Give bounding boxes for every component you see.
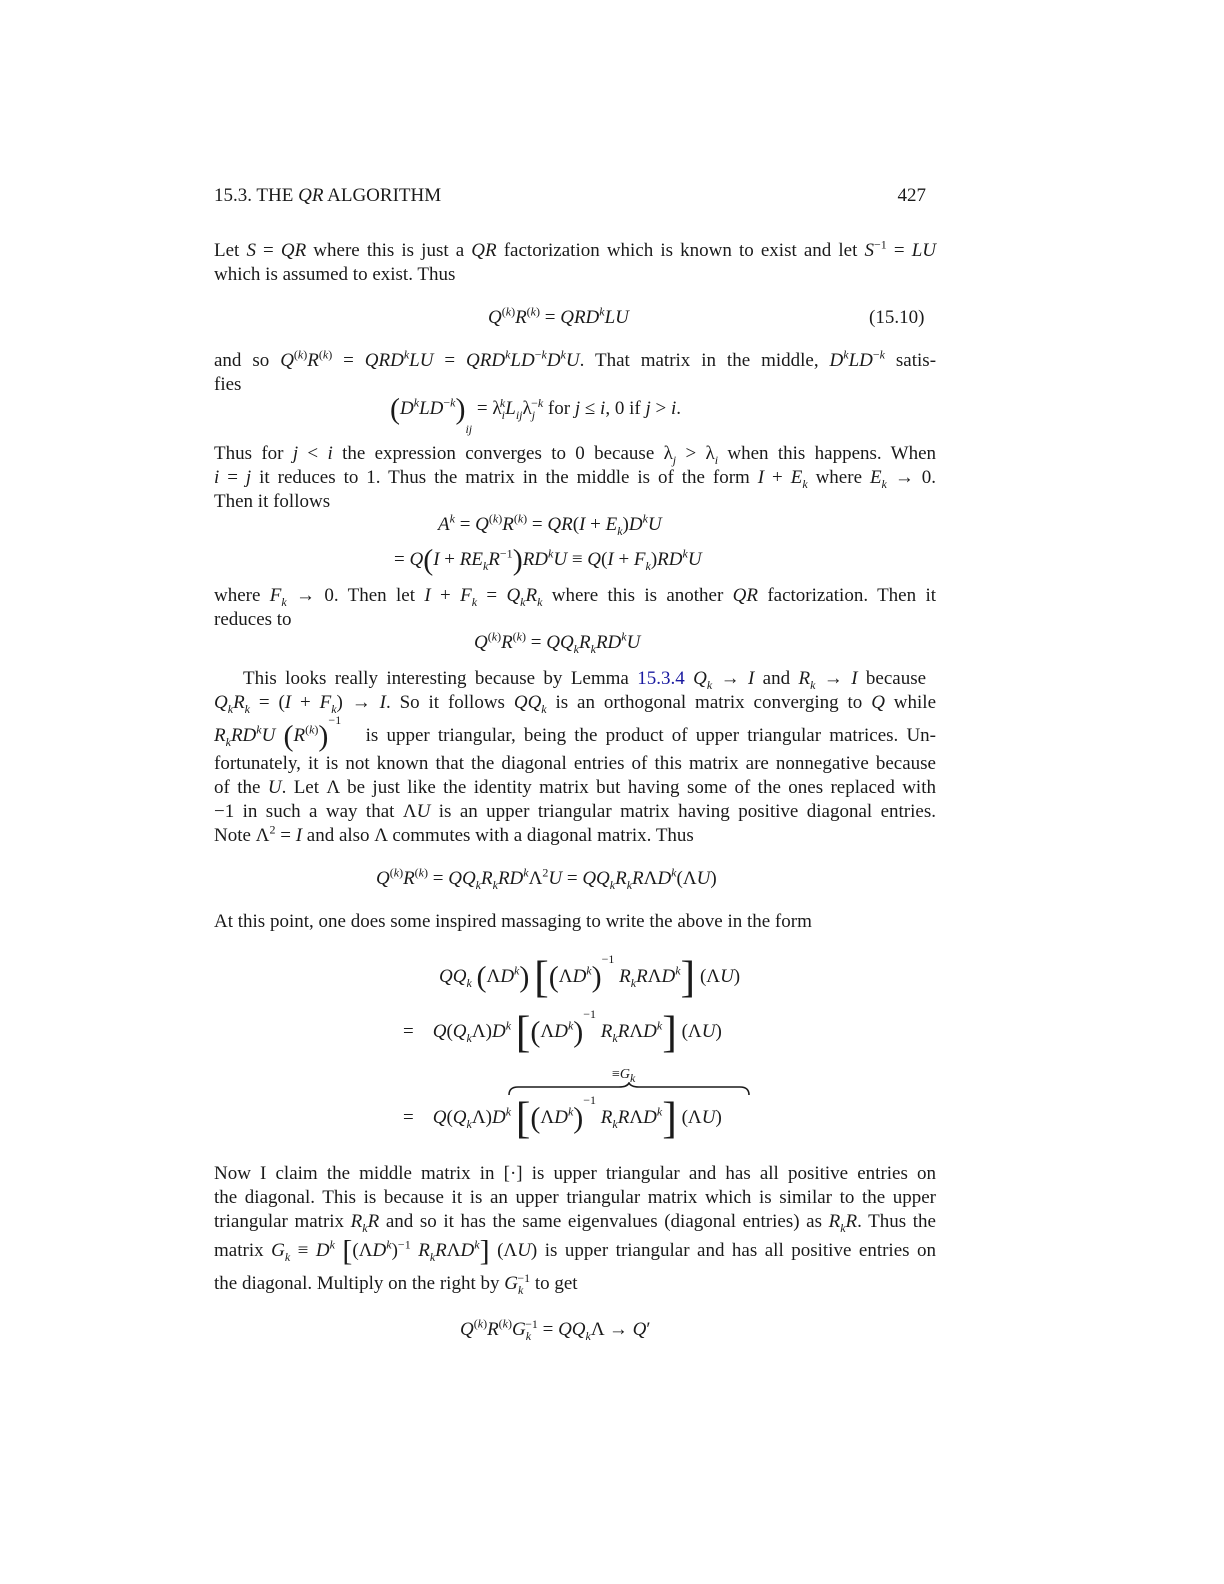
paragraph-3-line-2: i = j it reduces to 1. Thus the matrix in the middle is of the form $I + E_k$ where $E_k \to 0$. bbox=[214, 467, 937, 491]
equation-final: $Q^{(k)}R^{(k)}G_k^{-1} = QQ_k\Lambda \to Q'$ bbox=[460, 1316, 651, 1343]
paragraph-5-line-2: $Q_kR_k = (I + F_k) \to I$. So it follows $QQ_k$ is an orthogonal matrix converging to Q while bbox=[214, 692, 937, 716]
paragraph-1-line-1: Let S = QR where this is just a QR factorization which is known to exist and let $S^{-1}$ = LU bbox=[214, 237, 937, 261]
paragraph-2-line-1: and so $Q^{(k)}R^{(k)} = QRD^kLU = QRD^kLD^{-k}D^kU$. That matrix in the middle, $D^kLD^{-k}$ satis- bbox=[214, 347, 937, 371]
page-number: 427 bbox=[897, 185, 926, 206]
paragraph-7-line-1: Now I claim the middle matrix in [·] is upper triangular and has all positive entries on bbox=[214, 1163, 936, 1184]
section-title: 15.3. THE QR ALGORITHM bbox=[214, 185, 442, 206]
paragraph-5-line-3: $R_kRD^kU$ $(R^{(k)})^{-1}$ is upper triangular, being the product of upper triangular matrices. Un- bbox=[214, 712, 937, 753]
paragraph-5-line-4: fortunately, it is not known that the diagonal entries of this matrix are nonnegative because bbox=[214, 753, 936, 774]
equation-15-10: $Q^{(k)}R^{(k)} = QRD^kLU$ bbox=[488, 304, 629, 328]
paragraph-7-line-3: triangular matrix $R_kR$ and so it has the same eigenvalues (diagonal entries) as $R_kR$. Thus the bbox=[214, 1211, 936, 1235]
paragraph-4-line-2: reduces to bbox=[214, 609, 292, 630]
paragraph-1-line-2: which is assumed to exist. Thus bbox=[214, 264, 456, 285]
equation-a-line-1: $A^k = Q^{(k)}R^{(k)} = QR(I + E_k)D^kU$ bbox=[438, 511, 662, 538]
paragraph-7-line-2: the diagonal. This is because it is an upper triangular matrix which is similar to the upper bbox=[214, 1187, 936, 1208]
paragraph-7-line-4: matrix $G_k \equiv D^k$ [$(\Lambda D^k)^{-1}$ $R_kR\Lambda D^k$] (ΛU) is upper triangular and has all positive entries on bbox=[214, 1234, 937, 1268]
paragraph-5-line-7: Note $\Lambda^2 = I$ and also Λ commutes with a diagonal matrix. Thus bbox=[214, 822, 694, 846]
paragraph-3-line-1: Thus for j < i the expression converges to 0 because $\lambda_j > \lambda_i$ when this happens. When bbox=[214, 443, 936, 467]
equation-d-line-2: = $Q(Q_k\Lambda)D^k$ [$(\Lambda D^k)^{-1}$ $R_kR\Lambda D^k$] (ΛU) bbox=[403, 1006, 722, 1057]
paragraph-5-line-6: −1 in such a way that ΛU is an upper triangular matrix having positive diagonal entries. bbox=[214, 801, 936, 822]
equation-b: $Q^{(k)}R^{(k)} = QQ_kR_kRD^kU$ bbox=[474, 629, 641, 656]
equation-a-line-2: = $Q(I + RE_kR^{-1})RD^kU \equiv Q(I + F_k)RD^kU$ bbox=[394, 543, 702, 577]
paragraph-4-line-1: where $F_k \to 0$. Then let $I + F_k = Q_kR_k$ where this is another QR factorization. Then it bbox=[214, 585, 937, 609]
equation-d-line-1: $QQ_k$ $(\Lambda D^k)$ [$(\Lambda D^k)^{-1}$ $R_kR\Lambda D^k$] (ΛU) bbox=[439, 951, 741, 1002]
lemma-link[interactable]: 15.3.4 bbox=[637, 668, 685, 689]
overbrace bbox=[508, 1082, 750, 1096]
paragraph-5-line-1: This looks really interesting because by Lemma 15.3.4 $Q_k \to I$ and $R_k \to I$ because bbox=[243, 668, 927, 692]
paragraph-5-line-5: of the U. Let Λ be just like the identity matrix but having some of the ones replaced with bbox=[214, 777, 936, 798]
paragraph-6: At this point, one does some inspired massaging to write the above in the form bbox=[214, 911, 812, 932]
equation-number: (15.10) bbox=[869, 307, 925, 328]
paragraph-7-line-5: the diagonal. Multiply on the right by $G_k^{-1}$ to get bbox=[214, 1270, 578, 1297]
brace-label: $\equiv G_k$ bbox=[612, 1067, 636, 1085]
paragraph-3-line-3: Then it follows bbox=[214, 491, 331, 512]
paragraph-2-line-2: fies bbox=[214, 374, 242, 395]
equation-entries: $(D^kLD^{-k})_{ij} = \lambda_i^kL_{ij}\lambda_j^{-k}$ for j ≤ i, 0 if j > i. bbox=[390, 392, 681, 436]
running-header bbox=[214, 184, 926, 208]
equation-d-line-3: = $Q(Q_k\Lambda)D^k$ [$(\Lambda D^k)^{-1}$ $R_kR\Lambda D^k$] (ΛU) bbox=[403, 1092, 722, 1143]
equation-c: $Q^{(k)}R^{(k)} = QQ_kR_kRD^k\Lambda^2U = QQ_kR_kR\Lambda D^k(\Lambda U)$ bbox=[376, 865, 717, 892]
